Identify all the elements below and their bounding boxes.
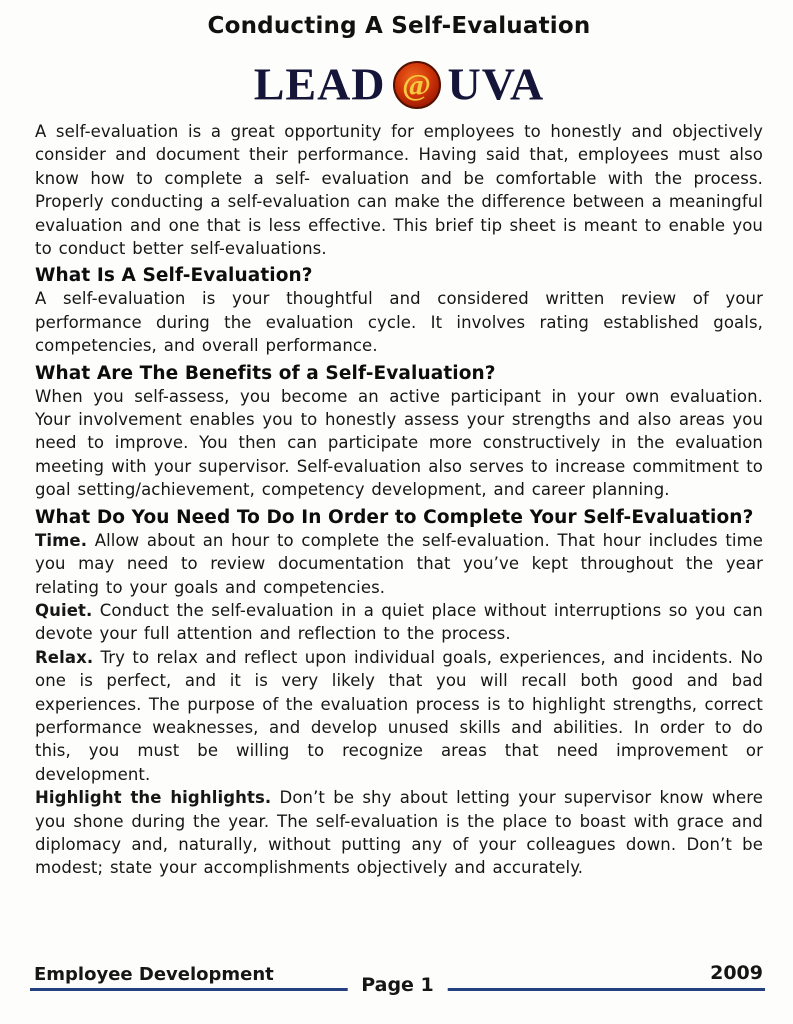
tip-time (35, 529, 763, 599)
footer-year: 2009 (710, 962, 763, 984)
tip-relax-text: Try to relax and reflect upon individual goals, experiences, and incidents. No one is perfect, and it is very likely that you will recall both good and bad experiences. The purpose of the evaluation process is to highlight strengths, correct performance weaknesses, and develop unused skills and abilities. In order to do this, you must be willing to recognize areas that need improvement or development. (35, 647, 763, 784)
page-title: Conducting A Self-Evaluation (207, 13, 591, 39)
footer-page-number: Page 1 (347, 974, 448, 996)
heading-what-is: What Is A Self-Evaluation? (35, 265, 313, 287)
tip-time-lead: Time. (35, 530, 88, 550)
tip-highlight-lead: Highlight the highlights. (35, 788, 272, 808)
tip-highlight (35, 786, 763, 880)
lead-uva-logo (35, 55, 763, 113)
tip-relax (35, 646, 763, 786)
tip-quiet-text: Conduct the self-evaluation in a quiet place without interruptions so you can devote your full attention and reflection to the process. (35, 600, 763, 644)
heading-todo: What Do You Need To Do In Order to Complete Your Self-Evaluation? (35, 506, 754, 528)
footer-department: Employee Development (34, 964, 274, 985)
document-content (35, 13, 763, 880)
page-footer (30, 961, 765, 1007)
paragraph-benefits: When you self-assess, you become an active participant in your own evaluation. Your involvement enables you to honestly assess your strengths and also areas you need to improve. You then can participate more constructively in the evaluation meeting with your supervisor. Self-evaluation also serves to increase commitment to goal setting/achievement, competency development, and career planning. (35, 386, 763, 500)
at-badge-icon: @ (393, 61, 441, 109)
tip-quiet (35, 599, 763, 646)
tip-quiet-lead: Quiet. (35, 600, 93, 620)
paragraph-what-is: A self-evaluation is your thoughtful and considered written review of your performance during the evaluation cycle. It involves rating established goals, competencies, and overall performance. (35, 289, 763, 356)
logo-word-uva: UVA (447, 58, 545, 110)
logo-word-lead: LEAD (253, 58, 386, 110)
tip-time-text: Allow about an hour to complete the self-evaluation. That hour includes time you may need to review documentation that you’ve kept throughout the year relating to your goals and competencies. (35, 530, 763, 597)
tip-highlight-text: Don’t be shy about letting your supervisor know where you shone during the year. The self-evaluation is the place to boast with grace and diplomacy and, naturally, without putting any of your colleagues down. Don’t be modest; state your accomplishments objectively and accurately. (35, 788, 764, 878)
intro-paragraph: A self-evaluation is a great opportunity for employees to honestly and objectively consider and document their performance. Having said that, employees must also know how to complete a self- evaluation and be comfortable with the process. Properly conducting a self-evaluation can make the difference between a meaningful evaluation and one that is less effective. This brief tip sheet is meant to enable you to conduct better self-evaluations. (35, 122, 763, 259)
tip-relax-lead: Relax. (35, 647, 94, 667)
heading-benefits: What Are The Benefits of a Self-Evaluation? (35, 362, 496, 384)
